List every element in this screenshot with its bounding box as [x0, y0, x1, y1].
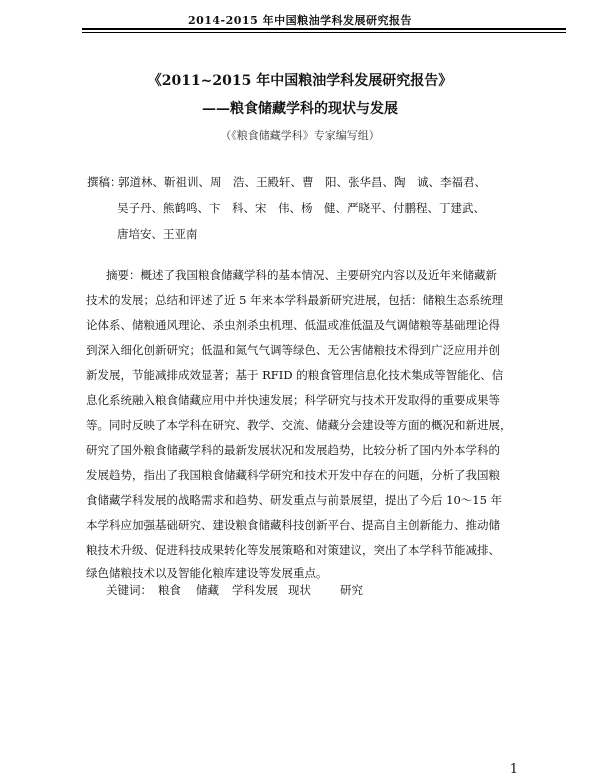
- header-rule-thick: [82, 28, 566, 30]
- keyword: 学科发展: [232, 583, 278, 597]
- keywords-label: 关键词：: [106, 583, 152, 597]
- abstract-line: 绿色储粮技术以及智能化粮库建设等发展重点。: [86, 566, 328, 580]
- report-title: 《2011~2015 年中国粮油学科发展研究报告》: [147, 73, 453, 89]
- abstract-line: 本学科应加强基础研究、建设粮食储藏科技创新平台、提高自主创新能力、推动储: [86, 518, 500, 532]
- keyword: 粮食: [158, 583, 181, 597]
- abstract-line: 论体系、储粮通风理论、杀虫剂杀虫机理、低温或准低温及气调储粮等基础理论得: [86, 318, 500, 332]
- abstract-line: 摘要：概述了我国粮食储藏学科的基本情况、主要研究内容以及近年来储藏新: [106, 268, 497, 282]
- page-number: 1: [509, 762, 518, 777]
- abstract-line: 研究了国外粮食储藏学科的最新发展状况和发展趋势，比较分析了国内外本学科的: [86, 443, 500, 457]
- authors-line: 唐培安、王亚南: [117, 227, 198, 241]
- abstract-line: 技术的发展；总结和评述了近 5 年来本学科最新研究进展，包括：储粮生态系统理: [86, 293, 504, 307]
- authors-line: 吴子丹、熊鹤鸣、卞 科、宋 伟、杨 健、严晓平、付鹏程、丁建武、: [117, 201, 485, 215]
- keyword: 储藏: [196, 583, 219, 597]
- authors-line: 郭道林、靳祖训、周 浩、王殿轩、曹 阳、张华昌、陶 诚、李福君、: [118, 175, 486, 189]
- expert-group: （《粮食储藏学科》专家编写组）: [220, 129, 380, 142]
- abstract-line: 到深入细化创新研究；低温和氮气气调等绿色、无公害储粮技术得到广泛应用并创: [86, 343, 500, 357]
- keyword: 现状: [288, 583, 311, 597]
- abstract-line: 新发展，节能减排成效显著；基于 RFID 的粮食管理信息化技术集成等智能化、信: [86, 368, 504, 382]
- report-subtitle: ——粮食储藏学科的现状与发展: [202, 101, 398, 117]
- authors-label: 撰稿：: [87, 175, 122, 189]
- abstract-line: 等。同时反映了本学科在研究、教学、交流、储藏分会建设等方面的概况和新进展，: [86, 418, 512, 432]
- header-rule-thin: [82, 32, 566, 33]
- abstract-line: 息化系统融入粮食储藏应用中并快速发展；科学研究与技术开发取得的重要成果等: [86, 393, 500, 407]
- abstract-line: 发展趋势，指出了我国粮食储藏科学研究和技术开发中存在的问题，分析了我国粮: [86, 468, 500, 482]
- abstract-line: 食储藏学科发展的战略需求和趋势、研发重点与前景展望，提出了今后 10～15 年: [86, 493, 503, 507]
- abstract-line: 粮技术升级、促进科技成果转化等发展策略和对策建议，突出了本学科节能减排、: [86, 543, 500, 557]
- keyword: 研究: [340, 583, 363, 597]
- running-header: 2014-2015 年中国粮油学科发展研究报告: [187, 14, 413, 27]
